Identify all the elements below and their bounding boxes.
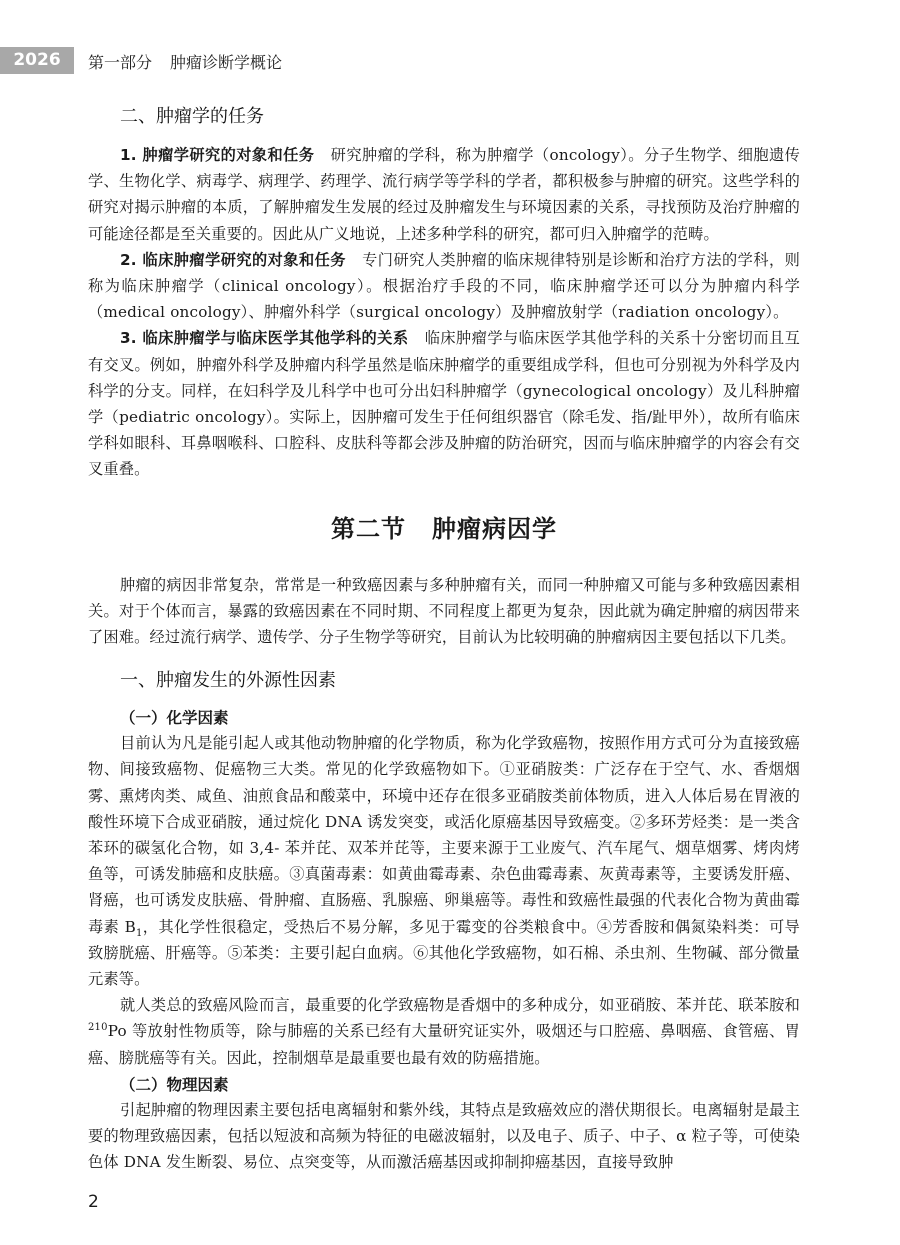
text-run: Po 等放射性物质等，除与肺癌的关系已经有大量研究证实外，吸烟还与口腔癌、鼻咽癌、食管癌、胃癌、膀胱癌等有关。因此，控制烟草是最重要也最有效的防癌措施。 xyxy=(88,1022,800,1067)
section-heading-tasks: 二、肿瘤学的任务 xyxy=(120,106,264,127)
text-run: 就人类总的致癌风险而言，最重要的化学致癌物是香烟中的多种成分，如亚硝胺、苯并芘、联苯胺和 xyxy=(120,996,800,1015)
item-lead: 3. 临床肿瘤学与临床医学其他学科的关系 xyxy=(120,329,409,348)
paragraph-relations xyxy=(88,325,800,482)
item-lead: 1. 肿瘤学研究的对象和任务 xyxy=(120,146,315,164)
paragraph-tobacco xyxy=(88,992,800,1071)
paragraph-physical-factors: 引起肿瘤的物理因素主要包括电离辐射和紫外线，其特点是致癌效应的潜伏期很长。电离辐射是最主要的物理致癌因素，包括以短波和高频为特征的电磁波辐射，以及电子、质子、中子、α 粒子等，可使染色体 DNA 发生断裂、易位、点突变等，从而激活癌基因或抑制抑癌基因，直接导致肿 xyxy=(88,1100,800,1172)
part-title: 肿瘤诊断学概论 xyxy=(170,53,283,72)
subscript: 1 xyxy=(135,927,143,939)
page-badge: 2026 xyxy=(0,47,74,74)
subheading-chemical: （一）化学因素 xyxy=(120,709,229,728)
paragraph-chemical-carcinogens xyxy=(88,730,800,992)
chapter-number: 第二节 xyxy=(331,514,406,543)
text-run: ，其化学性很稳定，受热后不易分解，多见于霉变的谷类粮食中。④芳香胺和偶氮染料类：可导致膀胱癌、肝癌等。⑤苯类：主要引起白血病。⑥其他化学致癌物，如石棉、杀虫剂、生物碱、部分微量元素等。 xyxy=(88,917,800,989)
item-text: 研究肿瘤的学科，称为肿瘤学（oncology）。分子生物学、细胞遗传学、生物化学、病毒学、病理学、药理学、流行病学等学科的学者，都积极参与肿瘤的研究。这些学科的研究对揭示肿瘤的本质，了解肿瘤发生发展的经过及肿瘤发生与环境因素的关系，寻找预防及治疗肿瘤的可能途径都是至关重要的。因此从广义地说，上述多种学科的研究，都可归入肿瘤学的范畴。 xyxy=(88,146,800,243)
body-text xyxy=(88,92,800,1176)
text-run: 目前认为凡是能引起人或其他动物肿瘤的化学物质，称为化学致癌物，按照作用方式可分为直接致癌物、间接致癌物、促癌物三大类。常见的化学致癌物如下。①亚硝胺类：广泛存在于空气、水、香烟烟雾、熏烤肉类、咸鱼、油煎食品和酸菜中，环境中还存在很多亚硝胺类前体物质，进入人体后易在胃液的酸性环境下合成亚硝胺，通过烷化 DNA 诱发突变，或活化原癌基因导致癌变。②多环芳烃类：是一类含苯环的碳氢化合物，如 3,4- 苯并芘、双苯并芘等，主要来源于工业废气、汽车尾气、烟草烟雾、烤肉烤鱼等，可诱发肺癌和皮肤癌。③真菌毒素：如黄曲霉毒素、杂色曲霉毒素、灰黄毒素等，主要诱发肝癌、肾癌，也可诱发皮肤癌、骨肿瘤、直肠癌、乳腺癌、卵巢癌等。毒性和致癌性最强的代表化合物为黄曲霉毒素 B xyxy=(88,734,800,936)
superscript: 210 xyxy=(88,1022,108,1034)
item-text: 专门研究人类肿瘤的临床规律特别是诊断和治疗方法的学科，则称为临床肿瘤学（clinical oncology）。根据治疗手段的不同，临床肿瘤学还可以分为肿瘤内科学（medical oncology）、肿瘤外科学（surgical oncology）及肿瘤放射学（radiation oncology）。 xyxy=(88,250,800,322)
item-text: 临床肿瘤学与临床医学其他学科的关系十分密切而且互有交叉。例如，肿瘤外科学及肿瘤内科学虽然是临床肿瘤学的重要组成学科，但也可分别视为外科学及内科学的分支。同样，在妇科学及儿科学中也可分出妇科肿瘤学（gynecological oncology）及儿科肿瘤学（pediatric oncology）。实际上，因肿瘤可发生于任何组织器官（除毛发、指/趾甲外），故所有临床学科如眼科、耳鼻咽喉科、口腔科、皮肤科等都会涉及肿瘤的防治研究，因而与临床肿瘤学的内容会有交叉重叠。 xyxy=(88,329,800,479)
part-label: 第一部分 xyxy=(88,53,153,72)
paragraph-oncology xyxy=(88,142,800,247)
running-head xyxy=(88,50,282,73)
section-heading-exogenous: 一、肿瘤发生的外源性因素 xyxy=(120,670,336,692)
page-number: 2 xyxy=(88,1192,99,1212)
subheading-physical: （二）物理因素 xyxy=(120,1075,229,1094)
chapter-title xyxy=(88,509,800,544)
page-header xyxy=(0,0,900,80)
paragraph-etiology-intro: 肿瘤的病因非常复杂，常常是一种致癌因素与多种肿瘤有关，而同一种肿瘤又可能与多种致癌因素相关。对于个体而言，暴露的致癌因素在不同时期、不同程度上都更为复杂，因此就为确定肿瘤的病因带来了困难。经过流行病学、遗传学、分子生物学等研究，目前认为比较明确的肿瘤病因主要包括以下几类。 xyxy=(88,575,800,647)
paragraph-clinical-oncology xyxy=(88,247,800,326)
chapter-name: 肿瘤病因学 xyxy=(432,514,557,543)
item-lead: 2. 临床肿瘤学研究的对象和任务 xyxy=(120,250,346,269)
